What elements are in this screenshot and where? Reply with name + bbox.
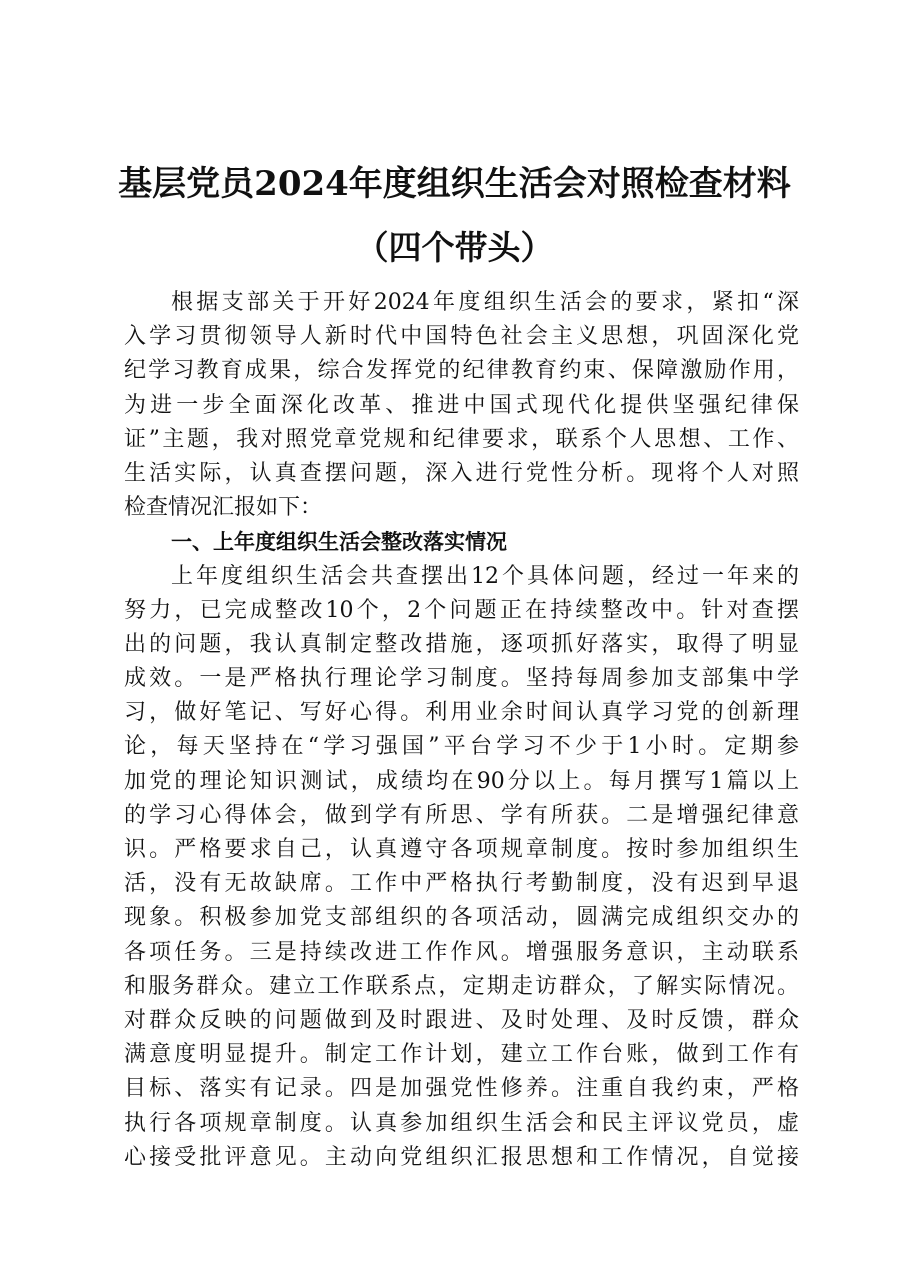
intro-line: 根据支部关于开好2024年度组织生活会的要求，紧扣“深 [171,290,799,315]
document-subtitle: （四个带头） [355,228,554,267]
intro-line: 检查情况汇报如下： [124,495,323,521]
section-line: 出的问题，我认真制定整改措施，逐项抓好落实，取得了明显 [124,631,799,657]
document-body [124,286,799,1175]
intro-line: 为进一步全面深化改革、推进中国式现代化提供坚强纪律保 [124,392,799,418]
section-line: 现象。积极参加党支部组织的各项活动，圆满完成组织交办的 [124,905,799,931]
intro-line: 证”主题，我对照党章党规和纪律要求，联系个人思想、工作、 [124,426,799,452]
section-line: 上年度组织生活会共查摆出12个具体问题，经过一年来的 [171,563,799,589]
section-line: 执行各项规章制度。认真参加组织生活会和民主评议党员，虚 [124,1110,799,1136]
section-line: 和服务群众。建立工作联系点，定期走访群众，了解实际情况。 [124,973,799,999]
document-title: 基层党员2024年度组织生活会对照检查材料 [118,164,791,204]
section-line: 活，没有无故缺席。工作中严格执行考勤制度，没有迟到早退 [124,871,799,897]
section-line: 目标、落实有记录。四是加强党性修养。注重自我约束，严格 [124,1076,799,1102]
section-line: 论，每天坚持在“学习强国”平台学习不少于1小时。定期参 [124,734,799,760]
section-line: 满意度明显提升。制定工作计划，建立工作台账，做到工作有 [124,1042,799,1068]
section-line: 的学习心得体会，做到学有所思、学有所获。二是增强纪律意 [124,802,799,828]
section-line: 对群众反映的问题做到及时跟进、及时处理、及时反馈，群众 [124,1007,799,1033]
intro-line: 入学习贯彻领导人新时代中国特色社会主义思想，巩固深化党 [124,324,799,350]
section-line: 心接受批评意见。主动向党组织汇报思想和工作情况，自觉接 [124,1144,799,1170]
section-line: 加党的理论知识测试，成绩均在90分以上。每月撰写1篇以上 [124,768,799,794]
section-line: 努力，已完成整改10个，2个问题正在持续整改中。针对查摆 [124,597,799,623]
intro-line: 生活实际，认真查摆问题，深入进行党性分析。现将个人对照 [124,460,799,486]
section-line: 习，做好笔记、写好心得。利用业余时间认真学习党的创新理 [124,700,799,726]
section-line: 识。严格要求自己，认真遵守各项规章制度。按时参加组织生 [124,837,799,862]
intro-line: 纪学习教育成果，综合发挥党的纪律教育约束、保障激励作用， [124,358,799,384]
section-line: 成效。一是严格执行理论学习制度。坚持每周参加支部集中学 [124,666,799,692]
section-heading: 一、上年度组织生活会整改落实情况 [171,530,507,555]
section-line: 各项任务。三是持续改进工作作风。增强服务意识，主动联系 [124,939,799,965]
